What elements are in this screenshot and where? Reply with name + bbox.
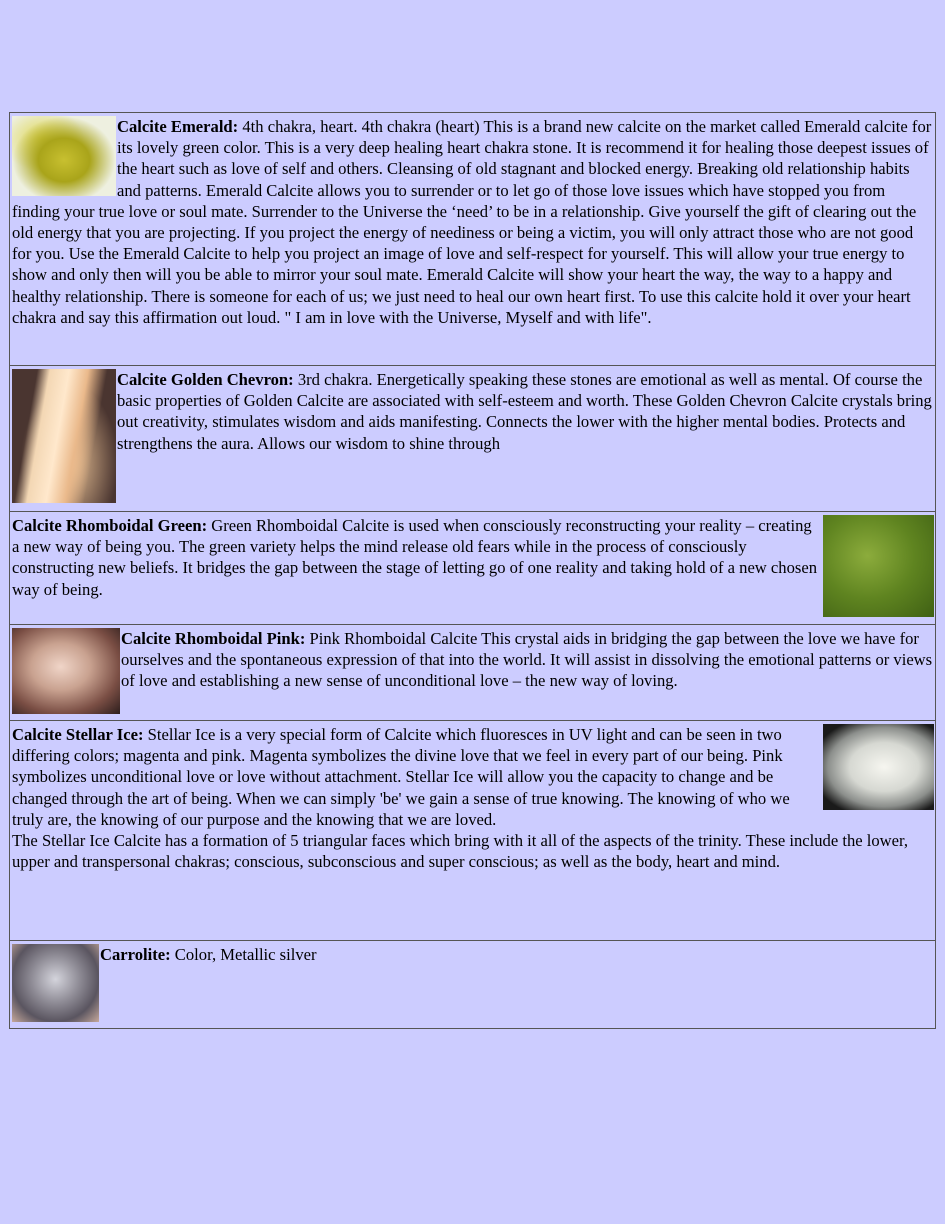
calcite-golden-chevron-name: Calcite Golden Chevron:	[117, 370, 294, 389]
stone-entry-calcite-rhomboidal-green	[10, 512, 935, 625]
stone-entry-carrolite	[10, 941, 935, 1029]
carrolite-description	[12, 944, 934, 965]
calcite-rhomboidal-pink-photo	[12, 628, 120, 714]
calcite-rhomboidal-pink-description	[12, 628, 934, 692]
calcite-stellar-ice-description-2: The Stellar Ice Calcite has a formation of 5 triangular faces which bring with it all of the aspects of the trinity. These include the lower, upper and transpersonal chakras; conscious, subconscious and super conscious; as well as the body, heart and mind.	[12, 831, 909, 872]
calcite-rhomboidal-pink-name: Calcite Rhomboidal Pink:	[121, 629, 306, 648]
calcite-rhomboidal-green-photo	[823, 515, 934, 617]
calcite-emerald-text: 4th chakra, heart. 4th chakra (heart) This is a brand new calcite on the market called Emerald calcite for its lovely green color. This is a very deep healing heart chakra stone. It is recommend it for healing those deepest issues of the heart such as love of self and others. Cleansing of old stagnant and blocked energy. Breaking old relationship habits and patterns. Emerald Calcite allows you to surrender or to let go of those love issues which have stopped you from finding your true love or soul mate. Surrender to the Universe the ‘need’ to be in a relationship. Give yourself the gift of clearing out the old energy that you are projecting. If you project the energy of neediness or being a victim, you will only attract those who are not good for you. Use the Emerald Calcite to help you project an image of love and self-respect for yourself. This will allow your true energy to show and only then will you be able to mirror your soul mate. Emerald Calcite will show your heart the way, the way to a happy and healthy relationship. There is someone for each of us; we just need to heal our own heart first. To use this calcite hold it over your heart chakra and say this affirmation out loud. " I am in love with the Universe, Myself and with life".	[12, 117, 932, 327]
calcite-golden-chevron-description	[12, 369, 934, 454]
calcite-stellar-ice-text: Stellar Ice is a very special form of Calcite which fluoresces in UV light and can be seen in two differing colors; magenta and pink. Magenta symbolizes the divine love that we feel in every part of our being. Pink symbolizes unconditional love or love without attachment. Stellar Ice will allow you the capacity to change and be changed through the art of being. When we can simply 'be' we gain a sense of true knowing. The knowing of who we truly are, the knowing of our purpose and the knowing that we are loved.	[12, 725, 790, 829]
stone-entry-calcite-emerald	[10, 113, 935, 366]
calcite-stellar-ice-name: Calcite Stellar Ice:	[12, 725, 144, 744]
carrolite-photo	[12, 944, 99, 1022]
stone-entry-calcite-rhomboidal-pink	[10, 625, 935, 721]
calcite-emerald-photo	[12, 116, 116, 196]
carrolite-text: Color, Metallic silver	[170, 945, 317, 964]
stone-entry-calcite-stellar-ice	[10, 721, 935, 941]
calcite-stellar-ice-description	[12, 724, 934, 830]
calcite-rhomboidal-green-text: Green Rhomboidal Calcite is used when consciously reconstructing your reality – creating a new way of being you. The green variety helps the mind release old fears while in the process of consciously constructing new beliefs. It bridges the gap between the stage of letting go of one reality and taking hold of a new chosen way of being.	[12, 516, 818, 599]
calcite-rhomboidal-pink-text: Pink Rhomboidal Calcite This crystal aids in bridging the gap between the love we have for ourselves and the spontaneous expression of that into the world. It will assist in dissolving the emotional patterns or views of love and establishing a new sense of unconditional love – the new way of loving.	[121, 629, 933, 691]
stone-table	[9, 112, 936, 1029]
stone-entry-calcite-golden-chevron	[10, 366, 935, 512]
calcite-emerald-description	[12, 116, 934, 328]
calcite-emerald-name: Calcite Emerald:	[117, 117, 239, 136]
calcite-golden-chevron-text: 3rd chakra. Energetically speaking these stones are emotional as well as mental. Of course the basic properties of Golden Calcite are associated with self-esteem and worth. These Golden Chevron Calcite crystals bring out creativity, stimulates wisdom and aids manifesting. Connects the lower with the higher mental bodies. Protects and strengthens the aura. Allows our wisdom to shine through	[117, 370, 932, 453]
calcite-stellar-ice-photo	[823, 724, 934, 810]
carrolite-name: Carrolite:	[100, 945, 171, 964]
calcite-rhomboidal-green-description	[12, 515, 934, 600]
calcite-rhomboidal-green-name: Calcite Rhomboidal Green:	[12, 516, 208, 535]
calcite-golden-chevron-photo	[12, 369, 116, 503]
